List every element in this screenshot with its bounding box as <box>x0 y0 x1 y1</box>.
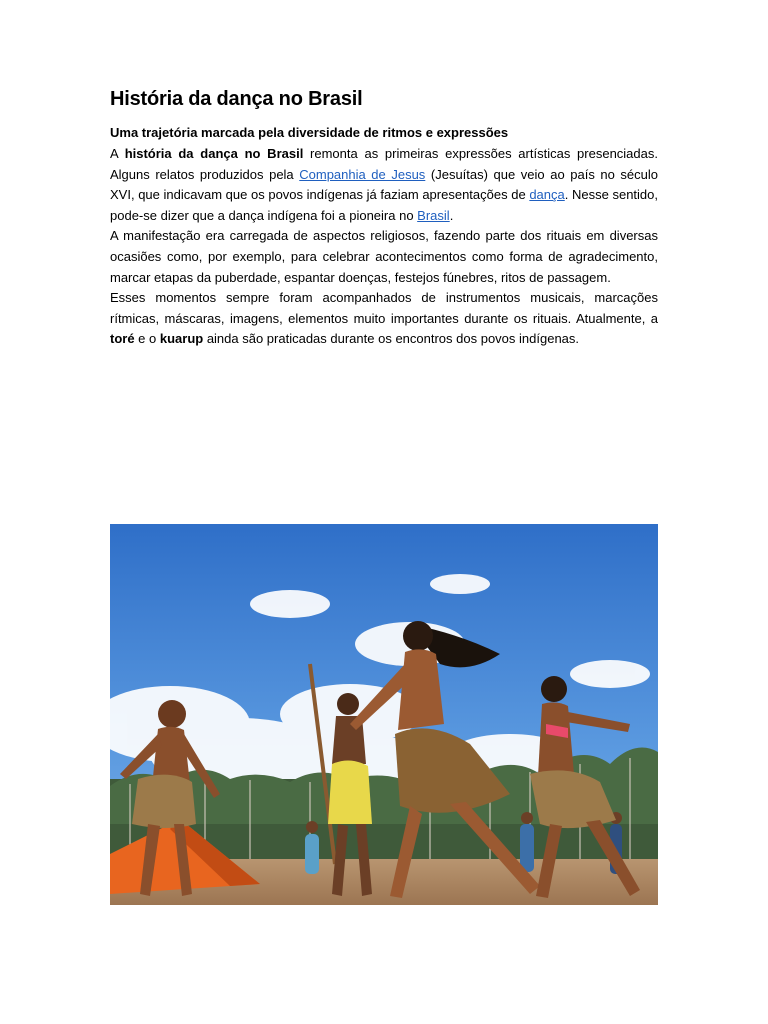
link-danca[interactable]: dança <box>529 187 565 203</box>
text: e o <box>134 331 160 347</box>
link-companhia-de-jesus[interactable]: Companhia de Jesus <box>299 166 426 182</box>
text: Esses momentos sempre foram acompanhados de instrumentos musicais, marcações rítmicas, máscaras, imagens, elementos muito importantes durante os rituais. Atualmente, a <box>110 290 658 326</box>
page-title: História da dança no Brasil <box>110 88 363 110</box>
text: A <box>110 146 125 161</box>
paragraph-religious: A manifestação era carregada de aspectos religiosos, fazendo parte dos rituais em diversas ocasiões como, por exemplo, para celebrar acontecimentos como forma de agradecimento, marcar etapas da puberdade, espantar doenças, festejos fúnebres, ritos de passagem. <box>110 228 658 285</box>
page-subtitle: Uma trajetória marcada pela diversidade de ritmos e expressões <box>110 125 509 140</box>
bold-text: kuarup <box>159 331 204 347</box>
bold-text: história da dança no Brasil <box>124 146 304 161</box>
bold-text: toré <box>110 331 135 347</box>
text: . Nesse sentido, pode-se dizer que a dança indígena foi a pioneira no <box>110 187 658 223</box>
link-brasil[interactable]: Brasil <box>417 207 450 223</box>
paragraph-intro <box>110 144 658 226</box>
text: remonta as primeiras expressões artísticas presenciadas. Alguns relatos produzidos pela <box>110 146 658 182</box>
indigenous-dance-photo <box>110 524 658 905</box>
paragraph-rituals <box>110 288 658 350</box>
text: ainda são praticadas durante os encontros dos povos indígenas. <box>203 331 580 347</box>
text: . <box>449 207 454 223</box>
article <box>110 84 658 350</box>
text: (Jesuítas) que veio ao país no século XVI, que indicavam que os povos indígenas já faziam apresentações de <box>110 166 659 203</box>
